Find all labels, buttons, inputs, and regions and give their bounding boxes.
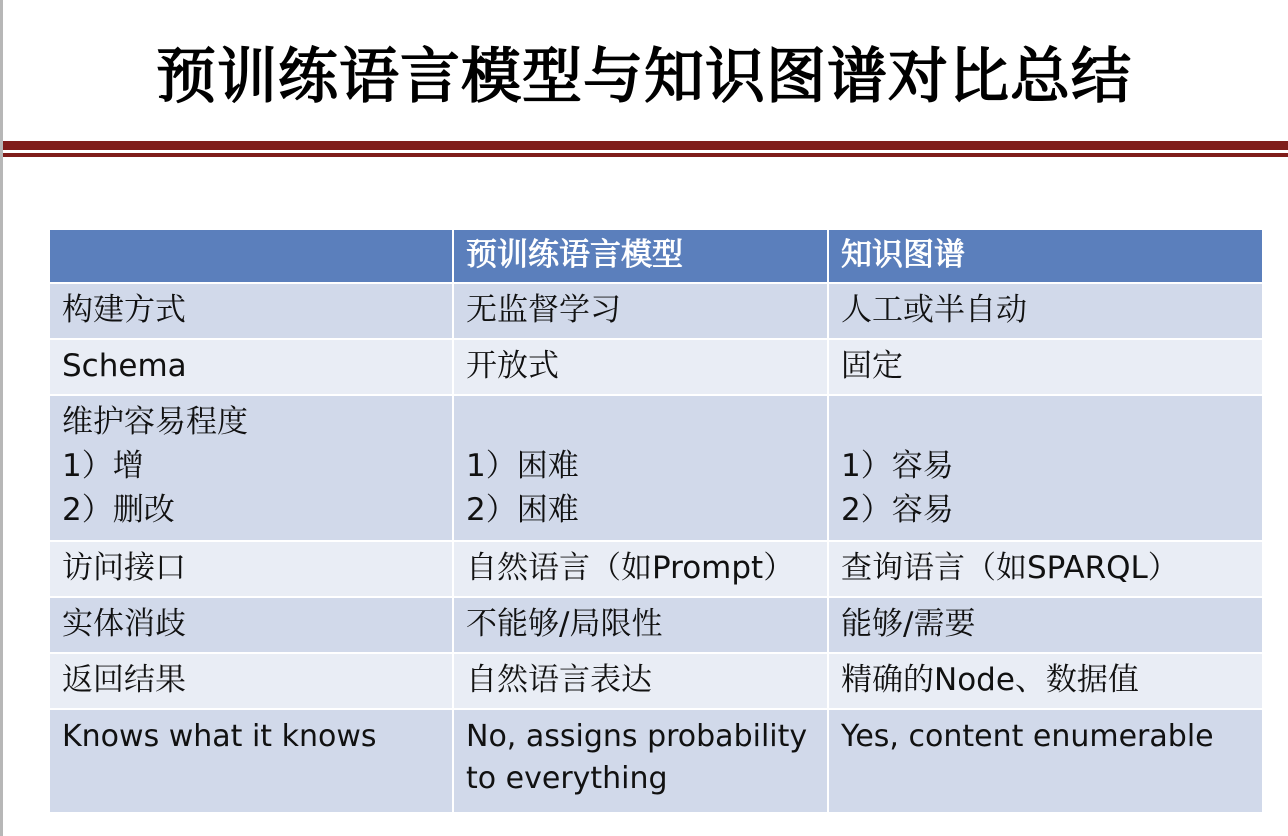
row-label: 维护容易程度: [62, 404, 248, 440]
slide-title: 预训练语言模型与知识图谱对比总结: [156, 42, 1132, 112]
plm-edit-value: 2）困难: [466, 492, 579, 528]
table-row: [49, 283, 1263, 339]
plm-cell: 自然语言表达: [453, 653, 828, 709]
header-cell-plm: 预训练语言模型: [453, 229, 828, 283]
plm-cell: 开放式: [453, 339, 828, 395]
table-row: [49, 709, 1263, 813]
kg-cell: 人工或半自动: [828, 283, 1263, 339]
kg-cell: 能够/需要: [828, 597, 1263, 653]
header-cell-kg: 知识图谱: [828, 229, 1263, 283]
title-rule-thick: [3, 141, 1288, 150]
kg-edit-value: 2）容易: [841, 492, 954, 528]
table-row: [49, 653, 1263, 709]
table-row: [49, 597, 1263, 653]
table-header-row: [49, 229, 1263, 283]
kg-cell: 固定: [828, 339, 1263, 395]
header-cell-empty: [49, 229, 453, 283]
table-row: [49, 541, 1263, 597]
row-label: 构建方式: [49, 283, 453, 339]
row-label: Knows what it knows: [49, 709, 453, 813]
plm-cell: 不能够/局限性: [453, 597, 828, 653]
kg-cell: 精确的Node、数据值: [828, 653, 1263, 709]
kg-cell: Yes, content enumerable: [828, 709, 1263, 813]
row-label: 实体消歧: [49, 597, 453, 653]
row-label-cell: [49, 395, 453, 541]
table-row: [49, 339, 1263, 395]
kg-add-value: 1）容易: [841, 448, 954, 484]
kg-cell: 查询语言（如SPARQL）: [828, 541, 1263, 597]
plm-add-value: 1）困难: [466, 448, 579, 484]
cell-spacer: [841, 400, 1250, 444]
plm-value-line1: No, assigns probability: [466, 719, 808, 754]
table-row: [49, 395, 1263, 541]
row-label: 返回结果: [49, 653, 453, 709]
row-sublabel-add: 1）增: [62, 448, 144, 484]
row-sublabel-edit: 2）删改: [62, 492, 175, 528]
plm-value-line2: to everything: [466, 761, 668, 796]
plm-cell: 自然语言（如Prompt）: [453, 541, 828, 597]
row-label: Schema: [49, 339, 453, 395]
title-rule-thin: [3, 153, 1288, 157]
kg-cell: [828, 395, 1263, 541]
comparison-table: [48, 228, 1264, 814]
slide-left-edge: [0, 0, 3, 836]
plm-cell: 无监督学习: [453, 283, 828, 339]
cell-spacer: [466, 400, 815, 444]
plm-cell: [453, 395, 828, 541]
row-label: 访问接口: [49, 541, 453, 597]
plm-cell: [453, 709, 828, 813]
